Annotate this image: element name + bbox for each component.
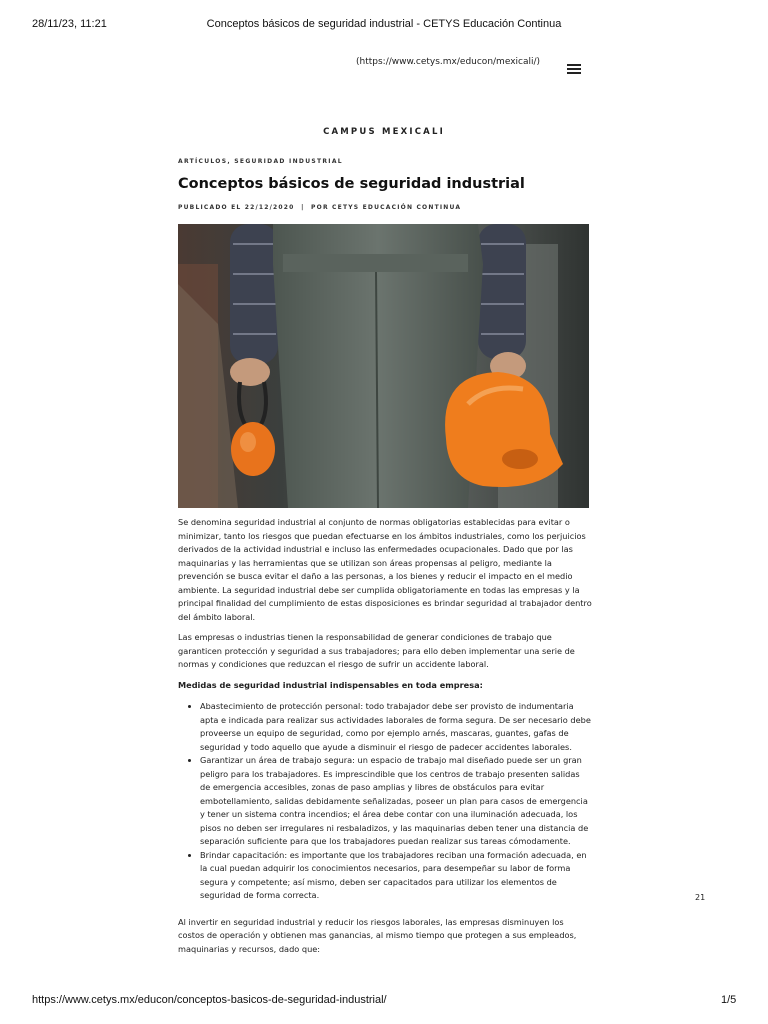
article-paragraph: Se denomina seguridad industrial al conjunto de normas obligatorias establecidas para evitar o minimizar, tanto los riesgos que puedan efectuarse en los ámbitos industriales, como los perjuicios derivados de la actividad industrial e incluso las enfermedades ocupacionales. Dado que por las maquinarias y las herramientas que se utilizan son áreas propensas al peligro, mediante la prevención se busca evitar el daño a las personas, a los bienes y reducir el impacto en el medio ambiente. La seguridad industrial debe ser cumplida obligatoriamente en todas las empresas y la principal finalidad del cumplimiento de estas disposiciones es brindar seguridad al trabajador dentro del ámbito laboral.: [178, 517, 592, 622]
menu-bar: [567, 72, 581, 74]
side-number: 21: [695, 893, 706, 902]
hero-image: [178, 224, 589, 508]
list-item: • Garantizar un área de trabajo segura: un espacio de trabajo mal diseñado puede ser un gran peligro para los trabajadores. Es imprescindible que los centros de trabajo presenten salidas de emergencia accesibles, zonas de paso amplias y libres de obstáculos para evitar embotellamiento, salidas debidamente señalizadas, poseer un plan para casos de emergencia y tener un sistema contra incendios; el área debe contar con una iluminación adecuada, los pisos no deben ser irregulares ni resbaladizos, y las maquinarias deben tener una distancia de separación suficiente para que los trabajadores puedan realizar sus tareas cómodamente.: [200, 754, 592, 849]
list-item: • Abastecimiento de protección personal: todo trabajador debe ser provisto de indumentaria apta e indicada para realizar sus actividades laborales de forma segura. De ser necesario debe proveerse un equipo de seguridad, como por ejemplo arnés, mascaras, guantes, gafas de seguridad y todo aquello que ayude a disminuir el riesgo de padecer accidentes laborales.: [200, 700, 592, 754]
article-meta: PUBLICADO EL 22/12/2020 | POR CETYS EDUCACIÓN CONTINUA: [178, 204, 462, 211]
campus-title: CAMPUS MEXICALI: [323, 127, 445, 137]
article-categories[interactable]: ARTÍCULOS, SEGURIDAD INDUSTRIAL: [178, 158, 343, 165]
menu-bar: [567, 68, 581, 70]
menu-bar: [567, 64, 581, 66]
list-item: • Brindar capacitación: es importante que los trabajadores reciban una formación adecuada, en la cual puedan adquirir los conocimientos necesarios, para desempeñar su labor de forma segura y competente; así mismo, deben ser capacitados para utilizar los elementos de seguridad de forma correcta.: [200, 849, 592, 903]
article-subheading: Medidas de seguridad industrial indispensables en toda empresa:: [178, 679, 483, 690]
print-footer-url: https://www.cetys.mx/educon/conceptos-basicos-de-seguridad-industrial/: [32, 994, 387, 1006]
print-doc-title: Conceptos básicos de seguridad industrial - CETYS Educación Continua: [206, 18, 562, 30]
print-page-number: 1/5: [721, 994, 737, 1006]
article-paragraph: Las empresas o industrias tienen la responsabilidad de generar condiciones de trabajo que garanticen protección y seguridad a sus trabajadores; para ello deben implementar una serie de normas y condiciones que reduzcan el riesgo de sufrir un accidente laboral.: [178, 632, 575, 669]
site-home-link[interactable]: (https://www.cetys.mx/educon/mexicali/): [356, 57, 541, 67]
article-title: Conceptos básicos de seguridad industrial: [178, 176, 525, 192]
article-body: [178, 516, 592, 963]
hamburger-menu-icon[interactable]: [567, 62, 581, 76]
safety-measures-list: [178, 700, 592, 903]
article-paragraph: Al invertir en seguridad industrial y reducir los riesgos laborales, las empresas disminuyen los costos de operación y obtienen mas ganancias, al mismo tiempo que protegen a sus empleados, maquinarias y recursos, dado que:: [178, 916, 577, 954]
worker-illustration: [178, 224, 589, 508]
print-datetime: 28/11/23, 11:21: [32, 18, 107, 30]
